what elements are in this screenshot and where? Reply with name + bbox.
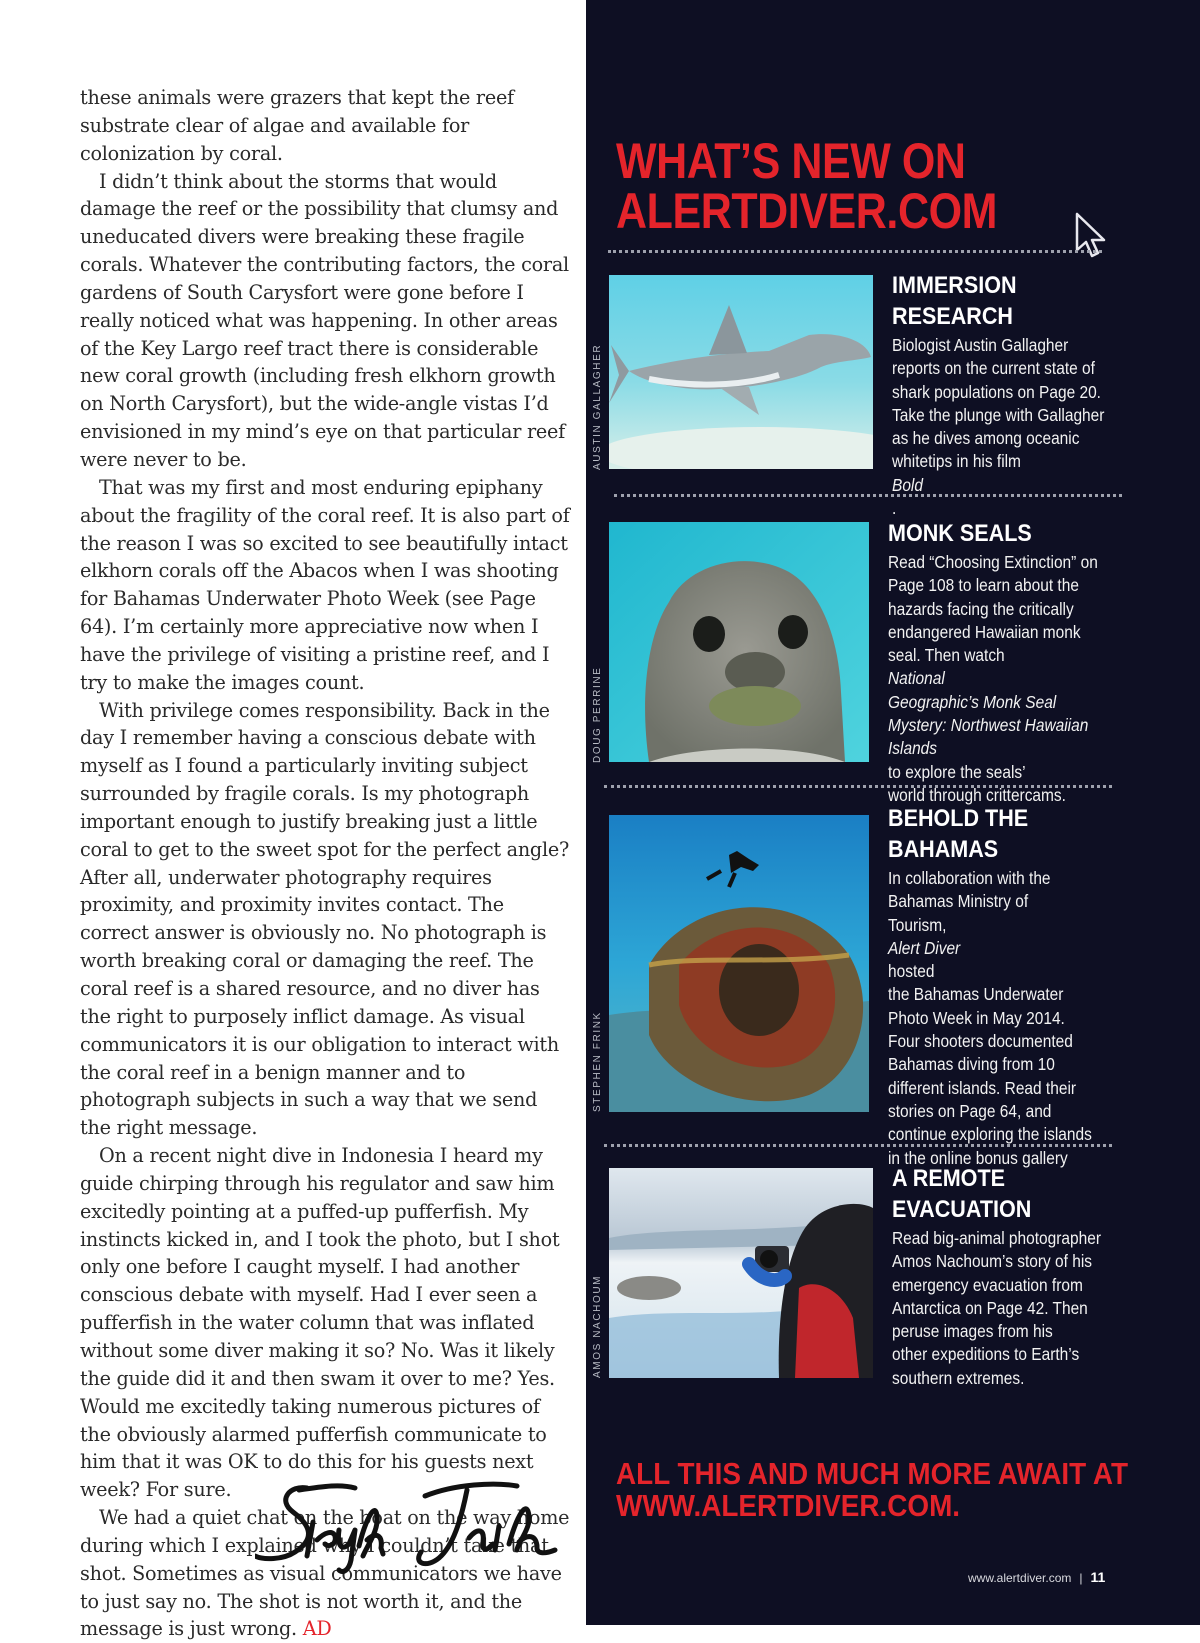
story-line: other expeditions to Earth’s (892, 1344, 1080, 1365)
story-body (888, 551, 1098, 807)
website-link[interactable]: WWW.ALERTDIVER.COM. (616, 1488, 961, 1523)
story-heading (892, 1163, 1096, 1225)
story-line: as he dives among oceanic (892, 428, 1080, 449)
magazine-title: Alert Diver (888, 937, 961, 958)
story-heading (888, 803, 1087, 865)
article-paragraph: I didn’t think about the storms that would damage the reef or the possibility that clumsy and uneducated divers were breaking these fragile corals. Whatever the contributing factors, the coral gardens of South Carysfort were gone before I really noticed what was happening. In other areas of the Key Largo reef tract there is considerable new coral growth (including fresh elkhorn growth on North Carysfort), but the wide-angle vistas I’d envisioned in my mind’s eye on that particular reef were never to be. (80, 169, 569, 471)
article-paragraph: With privilege comes responsibility. Back in the day I remember having a conscious debate with myself as I found a particularly inviting subject surrounded by fragile corals. Is my photograph important enough to justify breaking just a little coral to get to the sweet spot for the perfect angle? After all, underwater photography requires proximity, and proximity invites contact. The correct answer is obviously no. No photograph is worth breaking coral or damaging the reef. The coral reef is a shared resource, and no diver has the right to purposely inflict damage. As visual communicators it is our obligation to interact with the coral reef in a benign manner and to photograph subjects in such a way that we send the right message. (80, 698, 569, 1140)
story-line-end: . (892, 498, 897, 519)
film-title: Bold (892, 474, 923, 495)
story-line (888, 914, 1092, 984)
photo-credit: DOUG PERRINE (592, 666, 603, 763)
story-line: endangered Hawaiian monk (888, 621, 1081, 642)
panel-title-line-1: WHAT’S NEW ON (616, 133, 966, 189)
story-line: stories on Page 64, and (888, 1100, 1052, 1121)
last-paragraph-text: We had a quiet chat on the boat on the way home during which I explained why I couldn’t take that shot. Sometimes as visual communicators we have to just say no. The shot is not worth it, and the message is just wrong. (80, 1506, 570, 1641)
story-line: Read big-animal photographer (892, 1228, 1101, 1248)
story-line-text: to explore the seals’ (888, 761, 1026, 782)
story-body (892, 334, 1104, 520)
story-heading-line: EVACUATION (892, 1196, 1032, 1223)
article-body (80, 84, 570, 1643)
story-line: Bahamas diving from 10 (888, 1054, 1055, 1075)
divider (604, 785, 1112, 788)
article-paragraph: these animals were grazers that kept the reef substrate clear of algae and available for colonization by coral. (80, 86, 514, 165)
story-heading-line: A REMOTE (892, 1165, 1005, 1192)
story-line: emergency evacuation from (892, 1274, 1083, 1295)
story-line (892, 450, 1104, 520)
story-line-text: whitetips in his film (892, 451, 1021, 472)
story-line-text: seal. Then watch (888, 645, 1005, 666)
panel-title-line-2: ALERTDIVER.COM (616, 183, 997, 239)
story-line: Four shooters documented (888, 1031, 1073, 1052)
footer-url[interactable]: www.alertdiver.com (968, 1571, 1072, 1585)
page-footer (968, 1569, 1105, 1585)
story-line: Biologist Austin Gallagher (892, 335, 1069, 355)
page-number: 11 (1090, 1569, 1106, 1585)
story-heading-line: BAHAMAS (888, 836, 999, 863)
shipwreck-diver-photo (609, 815, 869, 1112)
author-signature (255, 1460, 565, 1580)
story-behold-the-bahamas (888, 803, 1114, 1170)
story-line: continue exploring the islands (888, 1124, 1092, 1145)
photo-credit: AMOS NACHOUM (592, 1274, 603, 1378)
story-line: Read “Choosing Extinction” on (888, 552, 1098, 572)
story-line: In collaboration with the (888, 868, 1051, 888)
story-line: the Bahamas Underwater (888, 984, 1064, 1005)
story-heading-line: RESEARCH (892, 303, 1013, 330)
story-heading-line: IMMERSION (892, 272, 1017, 299)
panel-title (616, 133, 997, 239)
show-title: Mystery: Northwest Hawaiian (888, 715, 1089, 736)
story-line: southern extremes. (892, 1367, 1025, 1388)
story-line: Amos Nachoum’s story of his (892, 1251, 1093, 1272)
story-heading (888, 518, 1093, 549)
story-line: Page 108 to learn about the (888, 575, 1079, 596)
divider (614, 494, 1122, 497)
story-line: in the online bonus gallery (888, 1147, 1068, 1168)
footer-separator: | (1079, 1571, 1083, 1585)
story-line (888, 644, 1098, 691)
story-immersion-research (892, 270, 1128, 520)
story-line-text: Tourism, (888, 914, 947, 935)
call-to-action (616, 1458, 1128, 1522)
cta-line: ALL THIS AND MUCH MORE AWAIT AT (616, 1456, 1128, 1491)
story-heading (892, 270, 1100, 332)
story-a-remote-evacuation (892, 1163, 1124, 1390)
story-line: Photo Week in May 2014. (888, 1007, 1065, 1028)
story-line: different islands. Read their (888, 1077, 1077, 1098)
end-mark: AD (302, 1617, 332, 1641)
story-monk-seals (888, 518, 1121, 807)
story-line: hazards facing the critically (888, 598, 1074, 619)
photo-credit: STEPHEN FRINK (592, 1011, 603, 1112)
story-line: Bahamas Ministry of (888, 891, 1029, 912)
photo-credit: AUSTIN GALLAGHER (592, 343, 603, 470)
story-body (888, 867, 1092, 1170)
show-title: Geographic’s Monk Seal (888, 691, 1057, 712)
antarctica-photographer-photo (609, 1168, 873, 1378)
divider (604, 1144, 1112, 1147)
story-line: Take the plunge with Gallagher (892, 404, 1105, 425)
story-line: world through crittercams. (888, 784, 1066, 805)
story-line (888, 737, 1098, 784)
story-line: reports on the current state of (892, 358, 1095, 379)
story-line: peruse images from his (892, 1321, 1053, 1342)
show-title: National (888, 668, 945, 689)
story-body (892, 1227, 1101, 1390)
divider (608, 250, 1102, 253)
article-paragraph: That was my first and most enduring epiphany about the fragility of the coral reef. It is also part of the reason I was so excited to see beautifully intact elkhorn corals off the Abacos when I was shooting for Bahamas Underwater Photo Week (see Page 64). I’m certainly more appreciative now when I have the privilege of visiting a pristine reef, and I try to make the images count. (80, 475, 570, 694)
article-paragraph: On a recent night dive in Indonesia I heard my guide chirping through his regulator and saw him excitedly pointing at a puffed-up pufferfish. My instincts kicked in, and I took the photo, but I shot only one before I caught myself. I had another conscious debate with myself. Had I ever seen a pufferfish in the water column that was inflated without some diver making it so? No. Was it likely the guide did it and then swam it over to me? Yes. Would me excitedly taking numerous pictures of the obviously alarmed pufferfish communicate to him that it was OK to do this for his guests next week? For sure. (80, 1144, 560, 1502)
story-line: Antarctica on Page 42. Then (892, 1297, 1088, 1318)
story-heading-line: MONK SEALS (888, 520, 1032, 547)
monk-seal-photo (609, 522, 869, 762)
story-heading-line: BEHOLD THE (888, 805, 1029, 832)
story-line: shark populations on Page 20. (892, 381, 1101, 402)
story-line-text: hosted (888, 961, 935, 982)
shark-photo (609, 275, 873, 469)
show-title: Islands (888, 738, 938, 759)
